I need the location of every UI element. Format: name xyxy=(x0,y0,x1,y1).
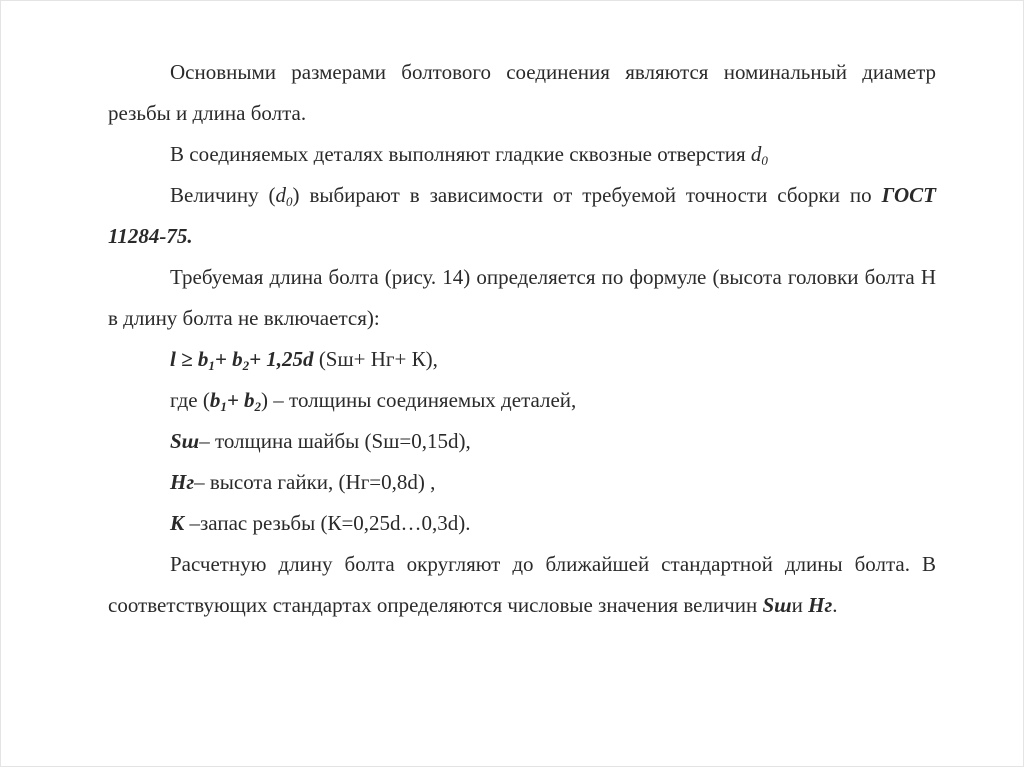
document-body xyxy=(108,52,936,626)
formula-rest: (Sш+ Нг+ К), xyxy=(313,347,438,371)
var-d-subscript: 0 xyxy=(761,153,768,168)
rounding-hg: Нг xyxy=(808,593,833,617)
thread-reserve-desc: –запас резьбы (К=0,25d…0,3d). xyxy=(184,511,471,535)
where-sub1: 1 xyxy=(220,399,227,414)
paragraph-bolt-length-text: Требуемая длина болта (рису. 14) определяется по формуле (высота головки болта Н в длину болта не включается): xyxy=(108,265,936,330)
thread-reserve-term: К xyxy=(170,511,185,535)
var-d: d xyxy=(275,183,287,207)
where-plus-b: + b xyxy=(226,388,255,412)
var-d-subscript: 0 xyxy=(286,194,293,209)
nut-line xyxy=(108,462,936,503)
paragraph-gost-text-b: ) выбирают в зависимости от требуемой точности сборки по xyxy=(292,183,882,207)
paragraph-rounding-text: Расчетную длину болта округляют до ближайшей стандартной длины болта. В соответствующих стандартах определяются числовые значения величин xyxy=(108,552,936,617)
where-text-a: где ( xyxy=(170,388,210,412)
paragraph-gost xyxy=(108,175,936,257)
paragraph-holes-text: В соединяемых деталях выполняют гладкие сквозные отверстия xyxy=(170,142,751,166)
washer-desc: – толщина шайбы (Sш=0,15d), xyxy=(199,429,471,453)
nut-term: Нг xyxy=(170,470,195,494)
paragraph-rounding xyxy=(108,544,936,626)
paragraph-holes xyxy=(108,134,936,175)
formula-sub1: 1 xyxy=(208,358,215,373)
var-d: d xyxy=(750,142,762,166)
rounding-sw: Sш xyxy=(762,593,792,617)
formula-sub2: 2 xyxy=(242,358,250,373)
gost-reference: ГОСТ 11284-75. xyxy=(108,183,936,248)
washer-term: Sш xyxy=(170,429,200,453)
formula-plus-b: + b xyxy=(214,347,243,371)
where-line xyxy=(108,380,936,421)
paragraph-gost-text-a: Величину ( xyxy=(170,183,276,207)
rounding-end: . xyxy=(832,593,838,617)
formula-line xyxy=(108,339,936,380)
paragraph-bolt-length xyxy=(108,257,936,339)
where-text-b: ) – толщины соединяемых деталей, xyxy=(261,388,577,412)
paragraph-main-dimensions-text: Основными размерами болтового соединения являются номинальный диаметр резьбы и длина болта. xyxy=(108,60,936,125)
washer-line xyxy=(108,421,936,462)
formula-l-ge-b: l ≥ b xyxy=(170,347,209,371)
paragraph-main-dimensions xyxy=(108,52,936,134)
thread-reserve-line xyxy=(108,503,936,544)
rounding-and: и xyxy=(791,593,809,617)
where-sub2: 2 xyxy=(254,399,262,414)
formula-tail: + 1,25d xyxy=(249,347,314,371)
nut-desc: – высота гайки, (Нг=0,8d) , xyxy=(194,470,436,494)
where-b1: b xyxy=(209,388,221,412)
